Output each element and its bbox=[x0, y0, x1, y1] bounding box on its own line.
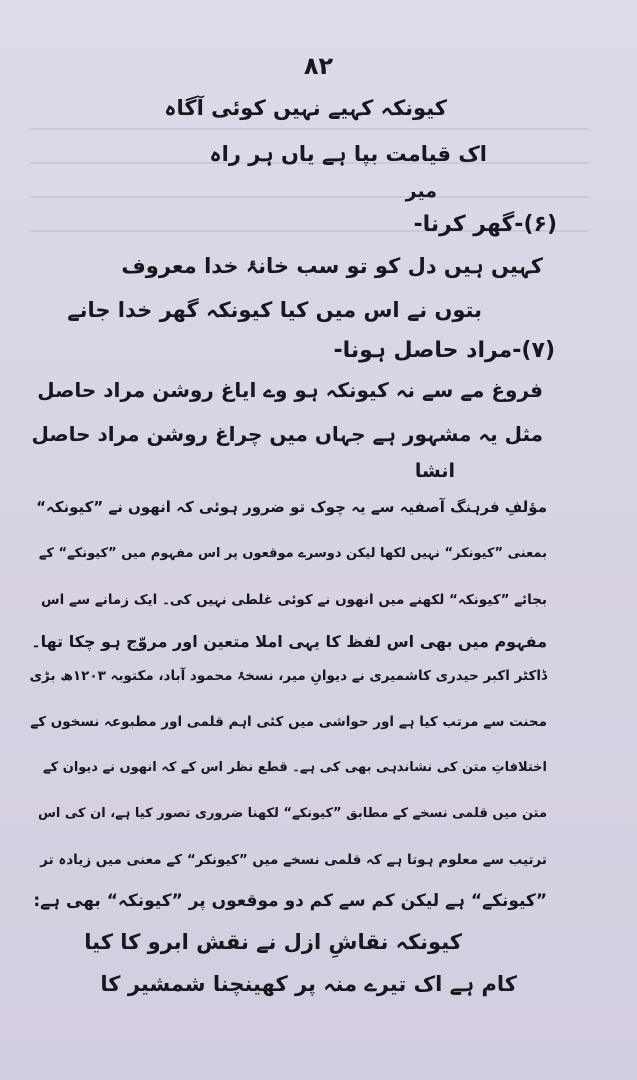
paragraph2-line2: محنت سے مرتب کیا ہے اور حواشی میں کئی اہم قلمی اور مطبوعہ نسخوں کے bbox=[30, 714, 547, 730]
paragraph2-line4: متن میں قلمی نسخے کے مطابق ”کیونکے“ لکھنا ضروری تصور کیا ہے، ان کی اس bbox=[37, 806, 547, 821]
section6-line2: بتوں نے اس میں کیا کیونکہ گھر خدا جانے bbox=[67, 298, 482, 322]
paragraph2-line3: اختلافاتِ متن کی نشاندہی بھی کی ہے۔ قطع نظر اس کے کہ انھوں نے دیوان کے bbox=[43, 760, 547, 775]
section7-poet: انشا bbox=[414, 460, 455, 482]
section7-line2: مثل یہ مشہور ہے جہاں میں چراغ روشن مراد حاصل bbox=[31, 422, 543, 446]
verse-final-line2: کام ہے اک تیرے منہ پر کھینچنا شمشیر کا bbox=[100, 972, 517, 996]
paragraph1-line4: مفہوم میں بھی اس لفظ کا یہی املا متعین اور مروّج ہو چکا تھا۔ bbox=[31, 632, 547, 651]
section6-heading: (۶)-گھر کرنا- bbox=[413, 212, 557, 237]
section7-line1: فروغ مے سے نہ کیونکہ ہو وے ایاغ روشن مراد حاصل bbox=[37, 378, 543, 402]
section6-line1: کہیں ہیں دل کو تو سب خانۂ خدا معروف bbox=[121, 254, 543, 278]
paragraph1-line2: بمعنی ”کیونکر“ نہیں لکھا لیکن دوسرے موقعوں پر اس مفہوم میں ”کیونکے“ کے bbox=[38, 546, 547, 561]
verse1-poet: میر bbox=[405, 180, 437, 202]
paragraph1-line1: مؤلفِ فرہنگ آصفیہ سے یہ چوک تو ضرور ہوئی کہ انھوں نے ”کیونکہ“ bbox=[36, 498, 547, 516]
paragraph2-line5: ترتیب سے معلوم ہوتا ہے کہ قلمی نسخے میں ”کیونکر“ کے معنی میں زیادہ تر bbox=[40, 852, 547, 868]
verse-final-line1: کیونکہ نقاشِ ازل نے نقش ابرو کا کیا bbox=[84, 930, 462, 954]
verse1-line2: اک قیامت بپا ہے یاں ہر راہ bbox=[209, 142, 487, 166]
page-number: ۸۲ bbox=[303, 52, 334, 80]
verse1-line1: کیونکہ کہیے نہیں کوئی آگاہ bbox=[164, 96, 447, 120]
paragraph2-line1: ڈاکٹر اکبر حیدری کاشمیری نے دیوانِ میر، نسخۂ محمود آباد، مکتوبہ ۱۲۰۳ھ بڑی bbox=[29, 668, 547, 684]
paragraph2-line6: ”کیونکے“ ہے لیکن کم سے کم دو موقعوں پر ”کیونکہ“ بھی ہے: bbox=[33, 891, 547, 911]
section7-heading: (۷)-مراد حاصل ہونا- bbox=[333, 338, 555, 363]
paragraph1-line3: بجائے ”کیونکہ“ لکھنے میں انھوں نے کوئی غلطی نہیں کی۔ ایک زمانے سے اس bbox=[41, 592, 547, 608]
